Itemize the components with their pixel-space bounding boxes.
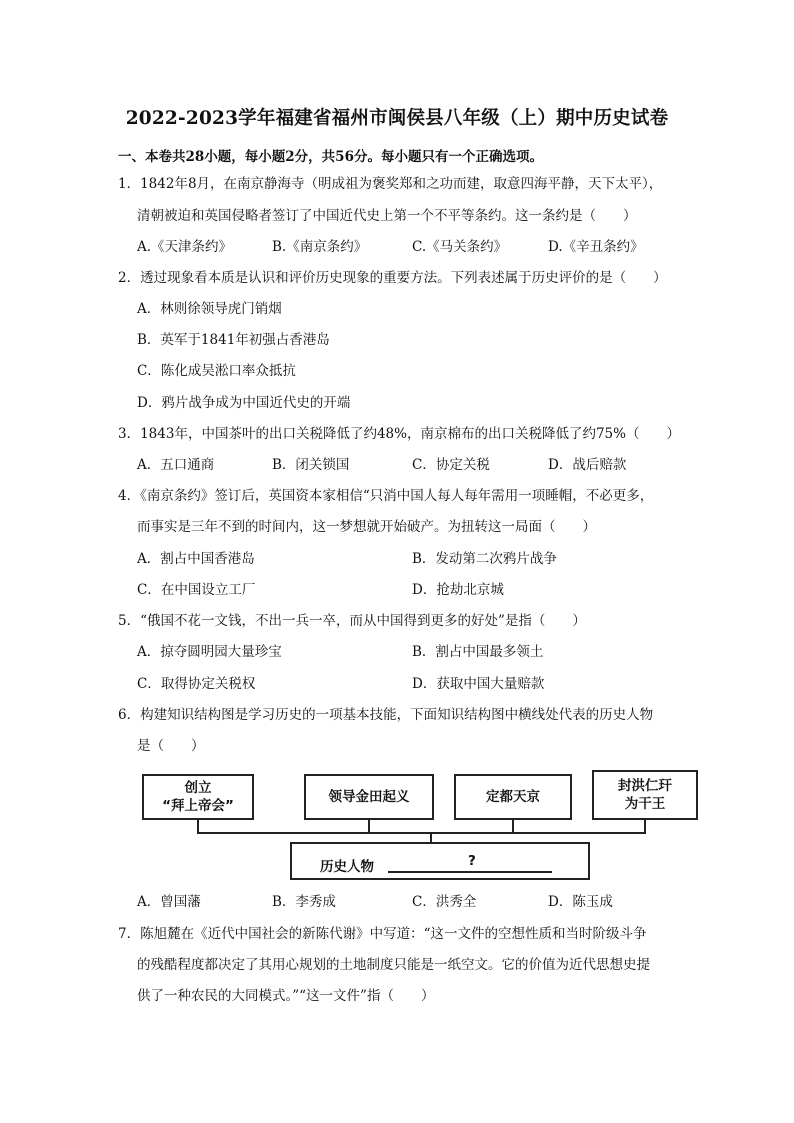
- diagram-box-1: 创立 “拜上帝会”: [142, 774, 254, 820]
- q4-option-b[interactable]: B．发动第二次鸦片战争: [412, 551, 557, 567]
- historical-figure-label: 历史人物: [320, 859, 374, 875]
- connector: [197, 832, 646, 834]
- diagram-box-2: 领导金田起义: [304, 774, 434, 820]
- q3-option-c[interactable]: C．协定关税: [412, 457, 490, 473]
- q2-option-a[interactable]: A．林则徐领导虎门销烟: [137, 301, 282, 317]
- q1-option-a[interactable]: A.《天津条约》: [137, 239, 233, 255]
- q1-option-b[interactable]: B.《南京条约》: [272, 239, 368, 255]
- knowledge-structure-diagram: [140, 770, 700, 882]
- q5-line-1: 5．“俄国不花一文钱，不出一兵一卒，而从中国得到更多的好处”是指（ ）: [118, 613, 586, 629]
- q2-option-b[interactable]: B．英军于1841年初强占香港岛: [137, 332, 330, 348]
- q1-line-1: 1．1842年8月，在南京静海寺（明成祖为褒奖郑和之功而建，取意四海平静，天下太平），: [118, 176, 663, 192]
- q3-option-a[interactable]: A．五口通商: [137, 457, 215, 473]
- q2-option-c[interactable]: C．陈化成吴淞口率众抵抗: [137, 363, 296, 379]
- q5-option-b[interactable]: B．割占中国最多领土: [412, 644, 544, 660]
- q6-line-2: 是（ ）: [137, 738, 205, 754]
- q2-option-d[interactable]: D．鸦片战争成为中国近代史的开端: [137, 395, 351, 411]
- q7-line-2: 的残酷程度都决定了其用心规划的土地制度只能是一纸空文。它的价值为近代思想史提: [137, 957, 650, 973]
- q7-line-1: 7．陈旭麓在《近代中国社会的新陈代谢》中写道：“这一文件的空想性质和当时阶级斗争: [118, 926, 647, 942]
- q4-option-a[interactable]: A．割占中国香港岛: [137, 551, 255, 567]
- historical-figure-box: [290, 842, 590, 880]
- question-mark: ?: [468, 853, 476, 869]
- page-title: 2022-2023学年福建省福州市闽侯县八年级（上）期中历史试卷: [125, 108, 669, 129]
- q6-option-b[interactable]: B．李秀成: [272, 894, 336, 910]
- q5-option-c[interactable]: C．取得协定关税权: [137, 676, 256, 692]
- q1-line-2: 清朝被迫和英国侵略者签订了中国近代史上第一个不平等条约。这一条约是（ ）: [137, 208, 637, 224]
- q6-option-a[interactable]: A．曾国藩: [137, 894, 201, 910]
- diagram-box-3: 定都天京: [454, 774, 572, 820]
- diagram-box-4: 封洪仁玕 为干王: [592, 770, 698, 820]
- q2-line-1: 2．透过现象看本质是认识和评价历史现象的重要方法。下列表述属于历史评价的是（ ）: [118, 270, 667, 286]
- q1-option-d[interactable]: D.《辛丑条约》: [548, 239, 644, 255]
- answer-blank: [388, 871, 552, 873]
- q4-line-1: 4．《南京条约》签订后，英国资本家相信“只消中国人每人每年需用一项睡帽，不必更多，: [118, 488, 654, 504]
- q6-option-d[interactable]: D．陈玉成: [548, 894, 613, 910]
- q4-option-c[interactable]: C．在中国设立工厂: [137, 582, 256, 598]
- q5-option-a[interactable]: A．掠夺圆明园大量珍宝: [137, 644, 282, 660]
- q4-option-d[interactable]: D．抢劫北京城: [412, 582, 504, 598]
- section-heading: 一、本卷共28小题，每小题2分，共56分。每小题只有一个正确选项。: [118, 149, 543, 165]
- q3-line-1: 3．1843年，中国茶叶的出口关税降低了约48%，南京棉布的出口关税降低了约75%（ ）: [118, 426, 680, 442]
- q1-option-c[interactable]: C.《马关条约》: [412, 239, 508, 255]
- q5-option-d[interactable]: D．获取中国大量赔款: [412, 676, 545, 692]
- q6-line-1: 6．构建知识结构图是学习历史的一项基本技能，下面知识结构图中横线处代表的历史人物: [118, 707, 654, 723]
- q7-line-3: 供了一种农民的大同模式。”“这一文件”指（ ）: [137, 988, 435, 1004]
- q4-line-2: 而事实是三年不到的时间内，这一梦想就开始破产。为扭转这一局面（ ）: [137, 519, 596, 535]
- q3-option-b[interactable]: B．闭关锁国: [272, 457, 350, 473]
- q6-option-c[interactable]: C．洪秀全: [412, 894, 477, 910]
- q3-option-d[interactable]: D．战后赔款: [548, 457, 627, 473]
